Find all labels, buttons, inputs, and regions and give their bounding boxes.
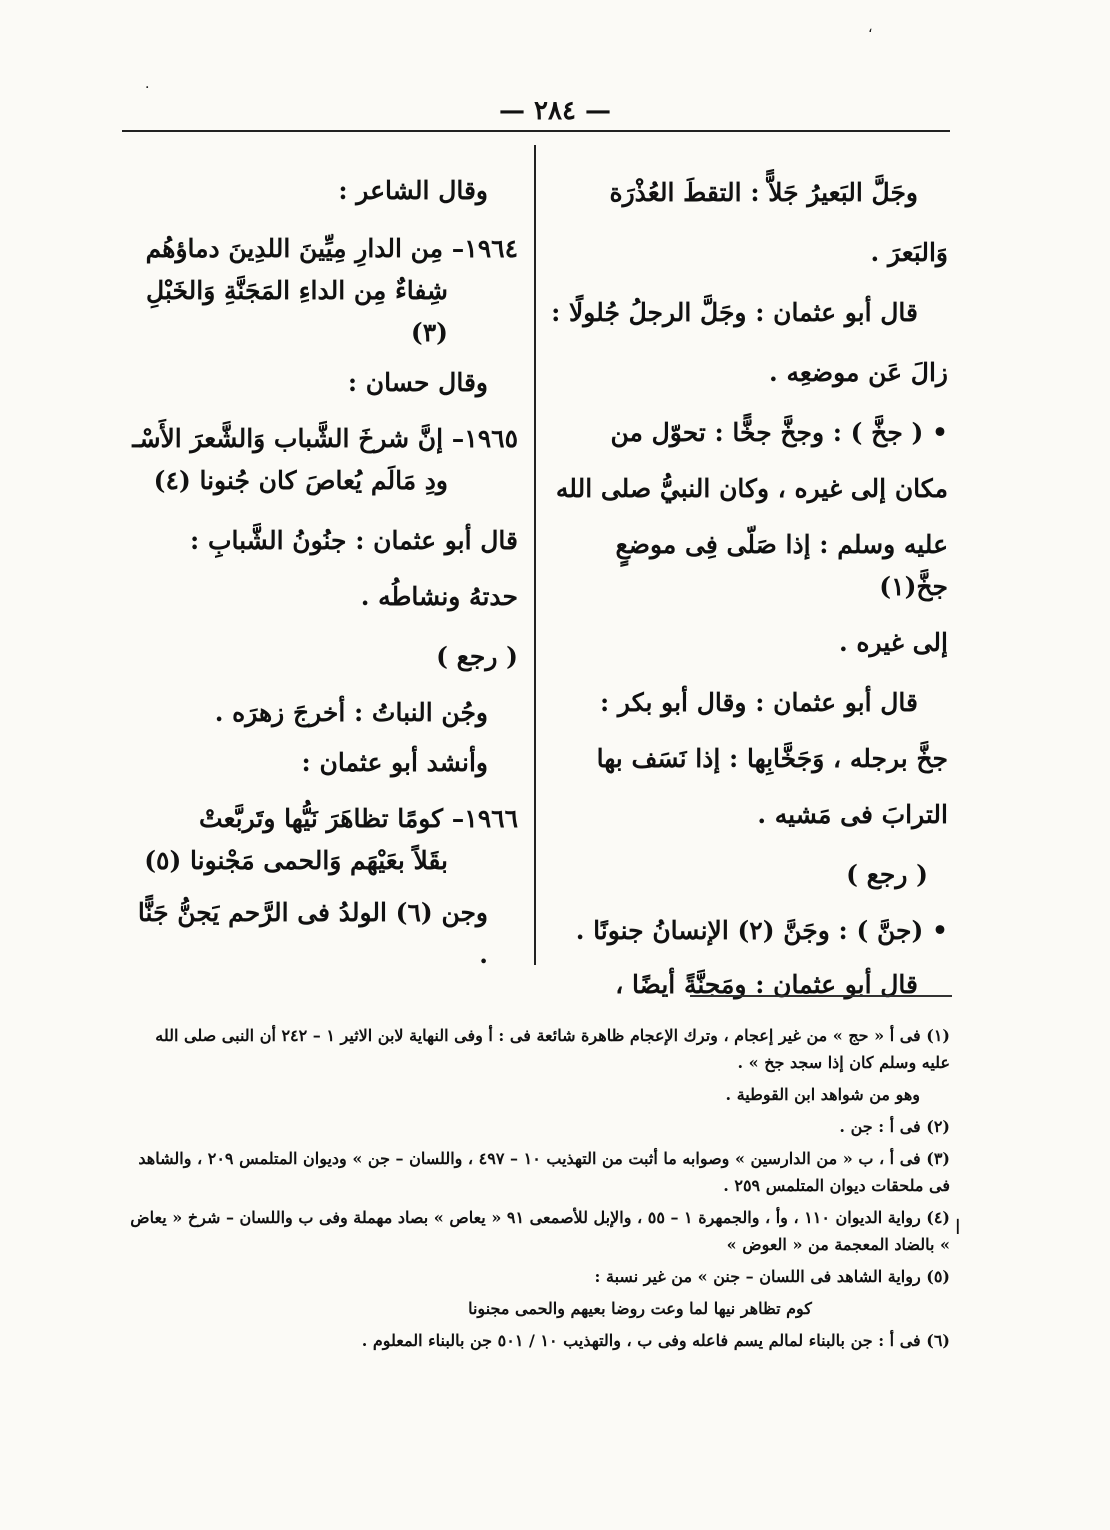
entry-heading: • ( جخَّ ) : وجخَّ جخًّا : تحوّل من [610,418,948,447]
text-line: قال أبو عثمان : وقال أبو بكر : [599,688,918,717]
column-divider [534,145,536,965]
footnote-rule [690,995,952,997]
text-line: وجَلَّ البَعيرُ جَلاًّ : التقطَ العُذْرَة [609,178,918,207]
scan-mark: ، [868,20,873,36]
text-line: حدتهُ ونشاطُه . [360,582,518,611]
text-line: مكان إلى غيره ، وكان النبيُّ صلى الله [555,474,948,503]
text-line: جخَّ برجله ، وَجَخَّابِها : إذا نَسَف بها [596,744,948,773]
text-line: وقال حسان : [347,368,488,397]
text-line: وَالبَعرَ . [870,238,948,267]
footnote: وهو من شواهد ابن القوطية . [725,1085,920,1104]
text-line: عليه وسلم : إذا صَلّى فِى موضعٍ جخَّ(١) [615,530,948,601]
text-line: وجُن النباتُ : أخرجَ زهرَه . [214,698,488,727]
verse-line: ١٩٦٥– إنَّ شرخَ الشَّباب وَالشَّعرَ الأَسْـ [132,424,518,453]
verse-line: ١٩٦٤– مِن الدارِ مِيِّينَ اللدِينَ دماؤهُم [145,234,518,263]
verse-line: ودِ مَالَم يُعاصَ كان جُنونا (٤) [153,466,448,495]
text-line: إلى غيره . [838,628,948,657]
footnotes [130,1022,950,1359]
text-line: قال أبو عثمان : جنُونُ الشَّبابِ : [190,526,518,555]
scan-dot: · [145,80,150,96]
text-line: الترابَ فى مَشيه . [757,800,948,829]
text-line: وجن (٦) الولدُ فى الرَّحم يَجنُّ جَنًّا . [137,898,488,969]
text-line: وأنشد أبو عثمان : [301,748,488,777]
section-marker: ( رجع ) [436,642,518,671]
text-line: وقال الشاعر : [338,176,488,205]
footnote-verse: كوم تظاهر نيها لما وعت روضا بعيهم والحمى مجنونا [468,1299,812,1318]
footnote: (٤) رواية الديوان ١١٠ ، وأ ، والجمهرة ١ – ٥٥ ، والإبل للأصمعى ٩١ « يعاص » بصاد مهملة وفى ب واللسان – شرخ « يعاض » بالضاد المعجمة من « العوض » [130,1208,950,1254]
text-line: قال أبو عثمان : وجَلَّ الرجلُ جُلولًا : [551,298,918,327]
text-line: زالَ عَن موضعِه . [769,358,948,387]
scan-mark-margin: ا [955,1215,961,1239]
footnote: (٦) فى أ : جن بالبناء لمالم يسم فاعله وفى ب ، والتهذيب ١٠ / ٥٠١ جن بالبناء المعلوم . [361,1331,950,1350]
page-number: — ٢٨٤ — [498,96,612,126]
right-column [548,158,948,1006]
verse-line: ١٩٦٦– كومًا تظاهَرَ نَيُّها وتَربَّعتْ [199,804,518,833]
footnote: (٥) رواية الشاهد فى اللسان – جنن » من غير نسبة : [594,1267,950,1286]
verse-line: بقَلاً بعَيْهَم وَالحمى مَجْنونا (٥) [144,846,448,875]
text-line: قال أبو عثمان : ومَجنَّةً أيضًا ، [615,970,918,999]
section-marker: ( رجع ) [846,860,928,889]
entry-heading: • (جنَّ ) : وجَنَّ (٢) الإنسانُ جنونًا . [575,916,948,945]
left-column [128,158,518,976]
footnote: (٢) فى أ : جن . [839,1117,950,1136]
footnote: (١) فى أ « حج » من غير إعجام ، وترك الإعجام ظاهرة شائعة فى : أ وفى النهاية لابن الاثير ١ – ٢٤٢ أن النبى صلى الله عليه وسلم كان إذا سجد جخ » . [155,1026,950,1072]
footnote: (٣) فى أ ، ب « من الدارسين » وصوابه ما أثبت من التهذيب ١٠ – ٤٩٧ ، واللسان – جن » وديوان المتلمس ٢٠٩ ، والشاهد فى ملحقات ديوان المتلمس ٢٥٩ . [138,1149,950,1195]
top-rule [122,130,950,132]
verse-line: شِفاءٌ مِن الداءِ المَجَنَّةِ وَالخَبْلِ (٣) [146,276,448,347]
